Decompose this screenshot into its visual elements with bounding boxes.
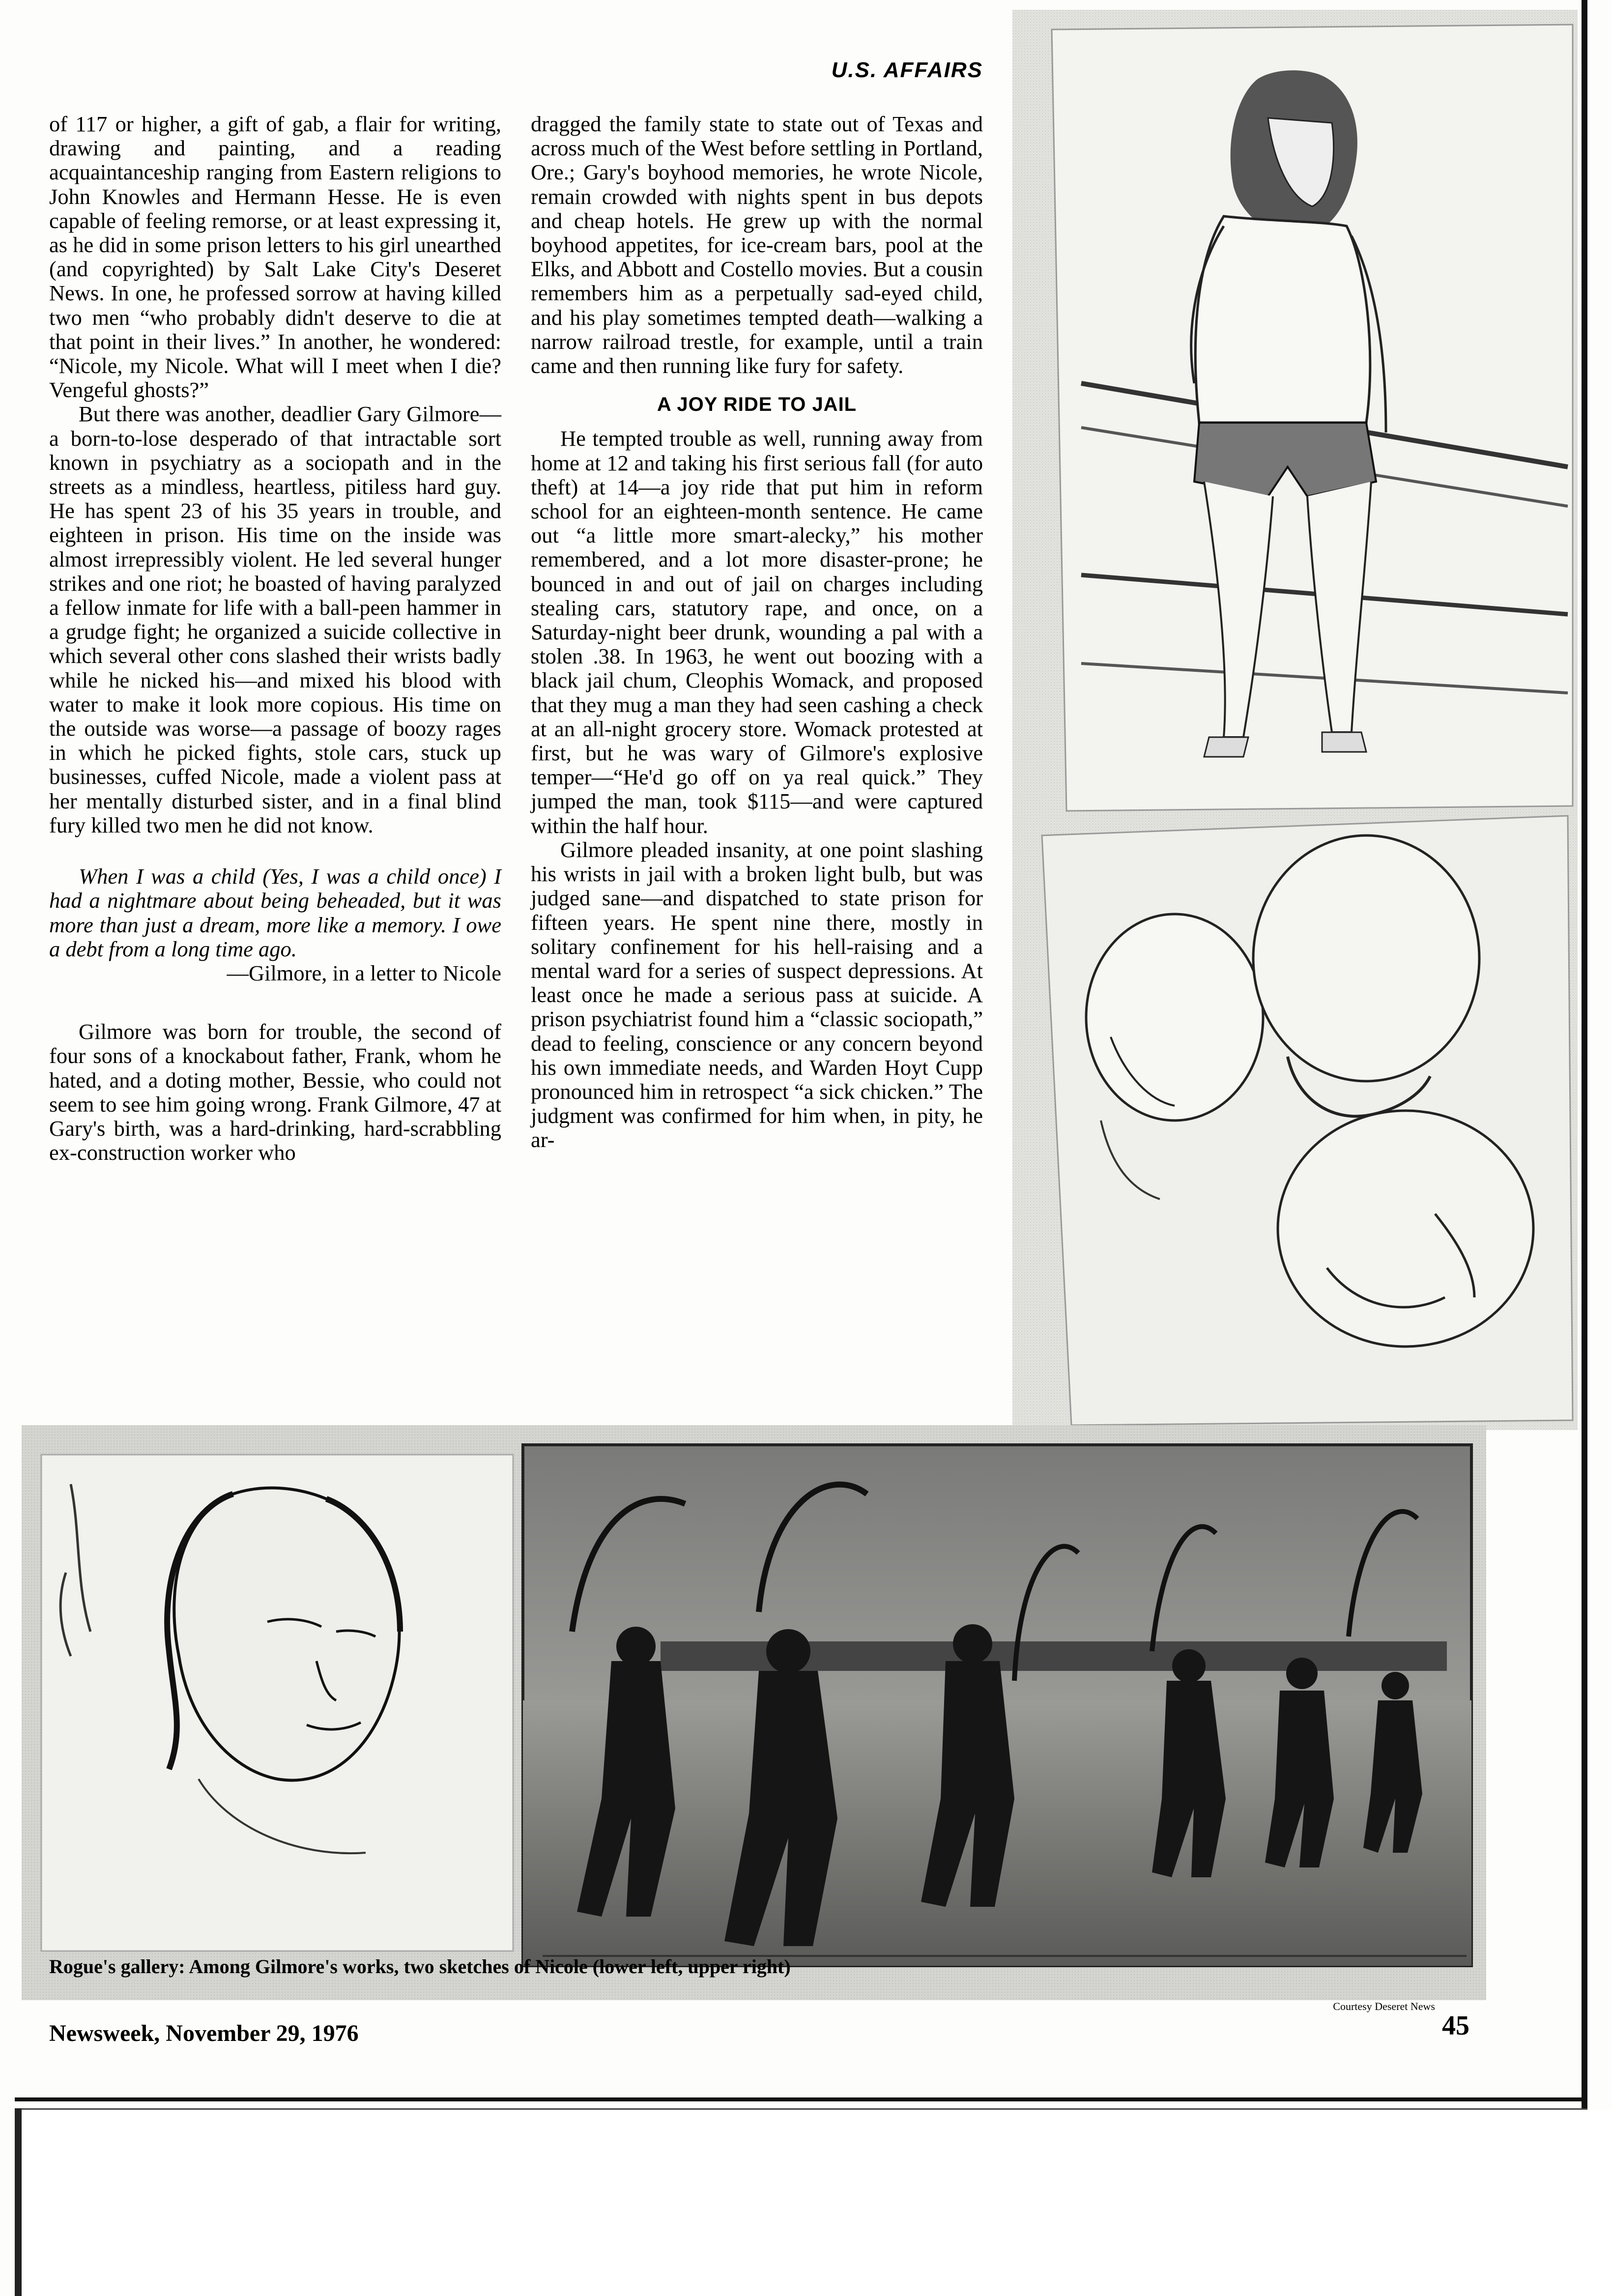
scan-background xyxy=(22,2110,1612,2296)
paragraph: But there was another, deadlier Gary Gilmore—a born-to-lose desperado of that intractable sort known in psychiatry as a sociopath and in the streets as a mindless, heartless, pitiless hard guy. He has spent 23 of his 35 years in trouble, and eighteen in prison. His time on the inside was almost irrepressibly violent. He led several hunger strikes and one riot; he boasted of having paralyzed a fellow inmate for life with a ball-peen hammer in a grudge fight; he organized a suicide collective in which several other cons slashed their wrists badly while he nicked his—and mixed his blood with water to make it look more copious. His time on the outside was worse—a passage of boozy rages in which he picked fights, stole cars, stuck up businesses, cuffed Nicole, made a violent pass at her mentally disturbed sister, and in a final blind fury killed two men he did not know. xyxy=(49,402,501,837)
paragraph: He tempted trouble as well, running away from home at 12 and taking his first serious fall (for auto theft) at 14—a joy ride that put him in reform school for an eighteen-month sentence. He came out “a little more smart-alecky,” his mother remembered, and a lot more disaster-prone; he bounced in and out of jail on charges including stealing cars, statutory rape, and once, on a Saturday-night beer drunk, wounding a pal with a stolen .38. In 1963, he went out boozing with a black jail chum, Cleophis Womack, and proposed that they mug a man they had seen cashing a check at an all-night grocery store. Womack protested at first, but he was wary of Gilmore's explosive temper—“He'd go off on ya real quick.” They jumped the man, took $115—and were captured within the half hour. xyxy=(531,426,983,838)
page-edge-bottom xyxy=(15,2097,1587,2101)
photo-credit: Courtesy Deseret News xyxy=(1333,2000,1435,2012)
subheading: A JOY RIDE TO JAIL xyxy=(657,394,857,416)
page-edge-left xyxy=(15,2108,22,2296)
nicole-sketch-and-heads xyxy=(1012,10,1578,1430)
photo-caption: Rogue's gallery: Among Gilmore's works, two sketches of Nicole (lower left, upper right) xyxy=(49,1955,791,1978)
artwork-panel-bottom xyxy=(22,1425,1486,2000)
paragraph: Gilmore was born for trouble, the second of four sons of a knockabout father, Frank, whom he hated, and a doting mother, Bessie, who could not seem to see him going wrong. Frank Gilmore, 47 at Gary's birth, was a hard-drinking, hard-scrabbling ex-construction worker who xyxy=(49,1019,501,1165)
pull-quote: When I was a child (Yes, I was a child once) I had a nightmare about being beheaded, but it was more than just a dream, more like a memory. I owe a debt from a long time ago. xyxy=(49,864,501,961)
page-number: 45 xyxy=(1442,2010,1469,2041)
article-column-2 xyxy=(531,112,983,1152)
paragraph: of 117 or higher, a gift of gab, a flair for writing, drawing and painting, and a reading acquaintanceship ranging from Eastern religions to John Knowles and Hermann Hesse. He is even capable of feeling remorse, or at least expressing it, as he did in some prison letters to his girl unearthed (and copyrighted) by Salt Lake City's Deseret News. In one, he professed sorrow at having killed two men “who probably didn't deserve to die at that point in their lives.” In another, he wondered: “Nicole, my Nicole. What will I meet when I die? Vengeful ghosts?” xyxy=(49,112,501,402)
article-column-1 xyxy=(49,112,501,1165)
quote-attribution: —Gilmore, in a letter to Nicole xyxy=(227,960,501,985)
magazine-footer: Newsweek, November 29, 1976 xyxy=(49,2020,359,2046)
paragraph: Gilmore pleaded insanity, at one point slashing his wrists in jail with a broken light bulb, but was judged sane—and dispatched to state prison for fifteen years. He spent nine there, mostly in solitary confinement for his hell-raising and a mental ward for a series of suspect depressions. At least once he made a serious pass at suicide. A prison psychiatrist found him a “classic sociopath,” dead to feeling, conscience or any concern beyond his own immediate needs, and Warden Hoyt Cupp pronounced him in retrospect “a sick chicken.” The judgment was confirmed for him when, in pity, he ar- xyxy=(531,837,983,1152)
section-heading: U.S. AFFAIRS xyxy=(831,58,983,82)
page-edge-right xyxy=(1582,0,1587,2118)
portrait-and-field-painting xyxy=(22,1425,1486,2000)
paragraph: dragged the family state to state out of Texas and across much of the West before settling in Portland, Ore.; Gary's boyhood memories, he wrote Nicole, remain crowded with nights spent in bus depots and cheap hotels. He grew up with the normal boyhood appetites, for ice-cream bars, pool at the Elks, and Abbott and Costello movies. But a cousin remembers him as a perpetually sad-eyed child, and his play sometimes tempted death—walking a narrow railroad trestle, for example, until a train came and then running like fury for safety. xyxy=(531,112,983,378)
sketch-panel-right xyxy=(1012,10,1578,1430)
